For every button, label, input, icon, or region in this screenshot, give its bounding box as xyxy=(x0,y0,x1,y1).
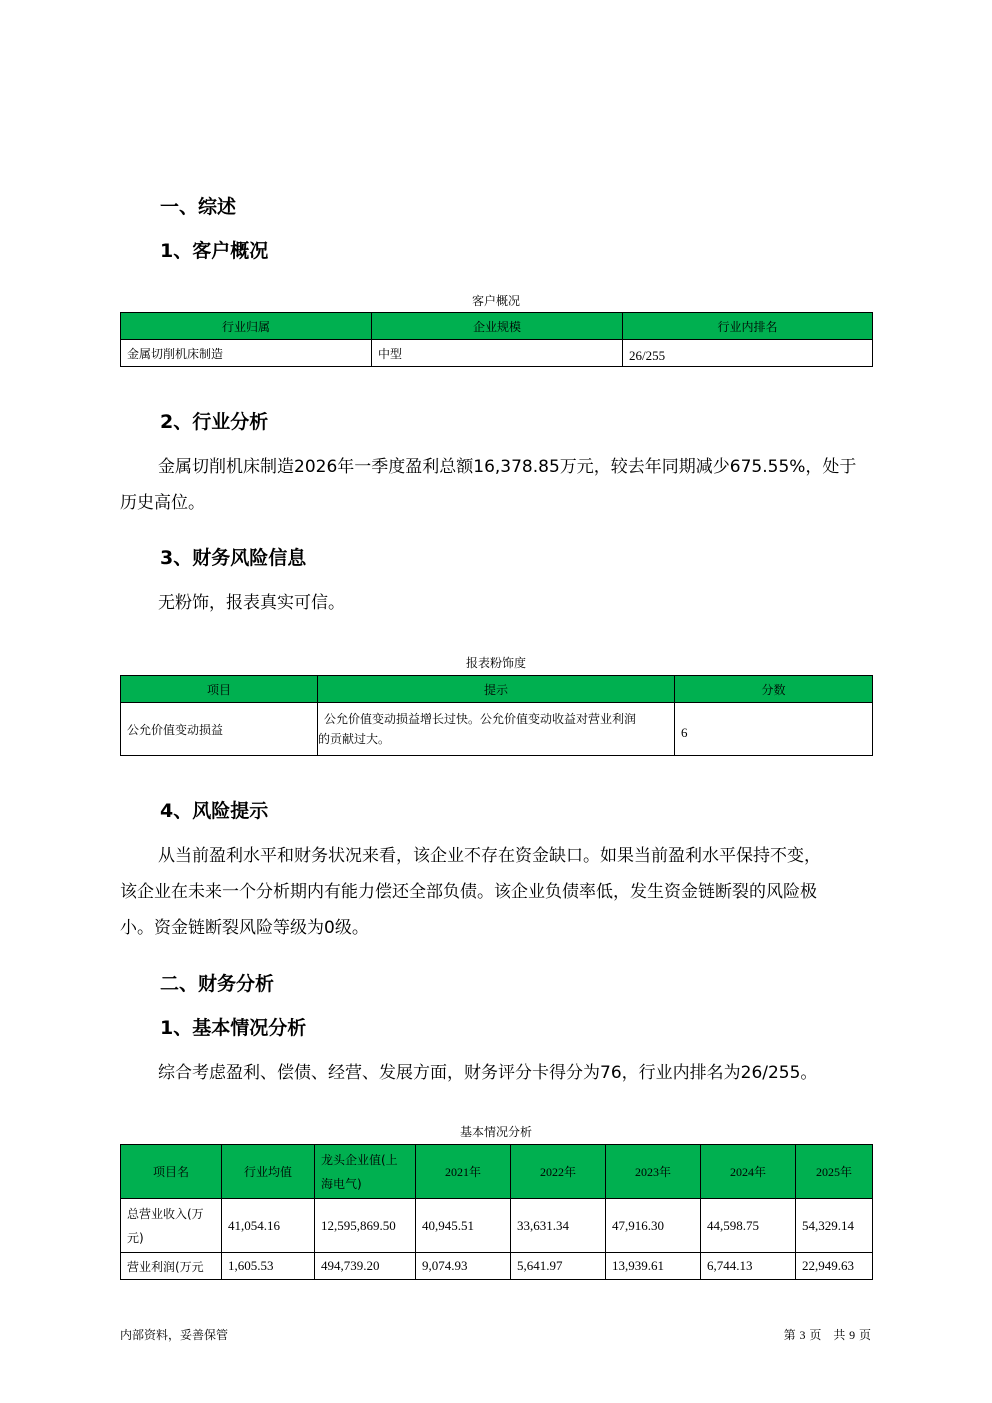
text-line: 综合考虑盈利、偿债、经营、发展方面，财务评分卡得分为76，行业内排名为26/255。 xyxy=(158,1063,818,1083)
table-header-cell: 提示 xyxy=(318,676,675,703)
table-cell: 13,939.61 xyxy=(606,1253,701,1280)
table-header-cell: 2025年 xyxy=(796,1145,873,1199)
footer-page-number xyxy=(784,1326,871,1343)
page-current: 3 xyxy=(799,1328,806,1342)
table-header-cell: 龙头企业值(上海电气) xyxy=(315,1145,416,1199)
table-header-cell: 2022年 xyxy=(511,1145,606,1199)
text-line: 该企业在未来一个分析期内有能力偿还全部负债。该企业负债率低，发生资金链断裂的风险极 xyxy=(120,882,817,902)
subheading-risk-notice: 4、风险提示 xyxy=(160,800,269,822)
table-caption-whitewash: 报表粉饰度 xyxy=(465,656,526,670)
table-header-cell: 行业均值 xyxy=(222,1145,315,1199)
table-caption-customer-overview: 客户概况 xyxy=(471,294,520,308)
table-cell: 22,949.63 xyxy=(796,1253,873,1280)
page-mid: 页 共 xyxy=(809,1328,846,1342)
table-cell: 9,074.93 xyxy=(416,1253,511,1280)
table-header-cell: 分数 xyxy=(675,676,873,703)
subheading-financial-risk: 3、财务风险信息 xyxy=(160,547,307,569)
section-heading-financial-analysis: 二、财务分析 xyxy=(160,973,275,995)
text-line: 小。资金链断裂风险等级为0级。 xyxy=(120,918,369,938)
subheading-industry-analysis: 2、行业分析 xyxy=(160,411,269,433)
table-cell: 33,631.34 xyxy=(511,1199,606,1253)
table-header-cell: 2023年 xyxy=(606,1145,701,1199)
table-cell: 54,329.14 xyxy=(796,1199,873,1253)
table-cell: 47,916.30 xyxy=(606,1199,701,1253)
table-header-cell: 2021年 xyxy=(416,1145,511,1199)
table-cell: 1,605.53 xyxy=(222,1253,315,1280)
table-cell: 12,595,869.50 xyxy=(315,1199,416,1253)
page-suffix: 页 xyxy=(858,1328,871,1342)
table-row xyxy=(121,1253,873,1280)
table-cell: 总营业收入(万元) xyxy=(121,1199,222,1253)
footer-confidential-note: 内部资料，妥善保管 xyxy=(120,1328,229,1342)
paragraph-risk-notice xyxy=(120,838,876,946)
paragraph-industry-analysis xyxy=(120,449,876,521)
table-cell-hint xyxy=(318,703,675,756)
table-header-cell: 2024年 xyxy=(701,1145,796,1199)
text-line: 从当前盈利水平和财务状况来看，该企业不存在资金缺口。如果当前盈利水平保持不变， xyxy=(158,846,821,866)
whitewash-table xyxy=(120,675,873,756)
table-cell: 44,598.75 xyxy=(701,1199,796,1253)
table-cell: 40,945.51 xyxy=(416,1199,511,1253)
table-cell: 公允价值变动损益 xyxy=(121,703,318,756)
table-header-cell: 行业归属 xyxy=(121,313,372,340)
table-row xyxy=(121,1199,873,1253)
table-cell: 494,739.20 xyxy=(315,1253,416,1280)
paragraph-financial-risk xyxy=(120,585,876,621)
table-cell: 金属切削机床制造 xyxy=(121,340,372,367)
text-line: 金属切削机床制造2026年一季度盈利总额16,378.85万元，较去年同期减少675.55%，处于 xyxy=(158,457,857,477)
hint-line: 的贡献过大。 xyxy=(318,732,391,746)
table-header-cell: 行业内排名 xyxy=(623,313,873,340)
page-prefix: 第 xyxy=(783,1328,796,1342)
table-header-cell: 项目名 xyxy=(121,1145,222,1199)
table-header-cell: 项目 xyxy=(121,676,318,703)
table-cell: 5,641.97 xyxy=(511,1253,606,1280)
table-cell: 26/255 xyxy=(623,340,873,367)
table-cell: 41,054.16 xyxy=(222,1199,315,1253)
page-total: 9 xyxy=(849,1328,856,1342)
table-cell: 6 xyxy=(675,703,873,756)
subheading-customer-overview: 1、客户概况 xyxy=(160,240,269,262)
table-header-cell: 企业规模 xyxy=(372,313,623,340)
text-line: 历史高位。 xyxy=(120,493,205,513)
section-heading-overview: 一、综述 xyxy=(160,196,237,218)
basic-analysis-table xyxy=(120,1144,873,1280)
text-line: 无粉饰，报表真实可信。 xyxy=(158,593,345,613)
subheading-basic-analysis: 1、基本情况分析 xyxy=(160,1017,307,1039)
table-cell: 6,744.13 xyxy=(701,1253,796,1280)
table-cell: 营业利润(万元 xyxy=(121,1253,222,1280)
customer-overview-table xyxy=(120,312,873,367)
table-caption-basic-analysis: 基本情况分析 xyxy=(459,1125,532,1139)
table-cell: 中型 xyxy=(372,340,623,367)
paragraph-basic-analysis xyxy=(120,1055,876,1091)
hint-line: 公允价值变动损益增长过快。公允价值变动收益对营业利润 xyxy=(324,712,637,726)
